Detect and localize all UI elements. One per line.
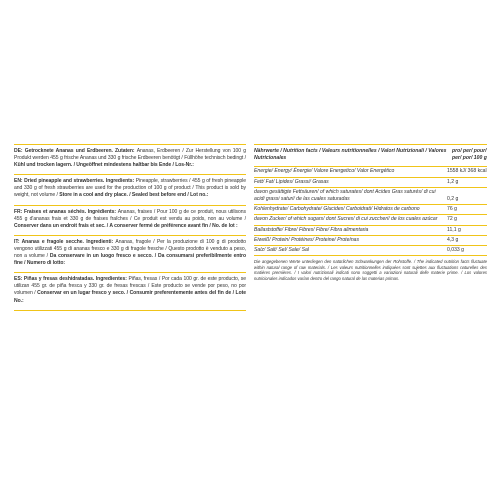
nutrition-header-title: Nährwerte / Nutrition facts / Valeurs nutritionnelles / Valori Nutrizionali / Valores Nutricionales bbox=[254, 148, 447, 162]
nutrition-label: davon Zucker/ of which sugars/ dont Sucres/ di cui zuccheri/ de los cuales azúcar bbox=[254, 216, 438, 223]
lang-text-it bbox=[14, 239, 246, 267]
lang-text-de bbox=[14, 148, 246, 169]
nutrition-label: Fett/ Fat/ Lipides/ Grassi/ Grasas bbox=[254, 178, 329, 185]
lang-fr-segment: Conserver dans un endroit frais et sec. / A conserver fermé de préférence avant fin / No. de lot : bbox=[14, 222, 238, 229]
lang-en-segment: Store in a cool and dry place. / Sealed best before end / Lot no.: bbox=[59, 192, 209, 199]
nutrition-row-fat bbox=[254, 178, 487, 188]
nutrition-label: Energie/ Energy/ Énergie/ Valore Energetico/ Valor Energético bbox=[254, 168, 395, 175]
lang-block-es bbox=[14, 273, 246, 310]
nutrition-label: davon gesättigte Fettsäuren/ of which saturates/ dont Acides Gras saturés/ di cui acidi grassi saturi/ de las cuales saturadas bbox=[254, 188, 436, 203]
nutrition-row-saturates bbox=[254, 188, 487, 205]
lang-it-segment: Ananas, fragole / Per la produzione di 100 g di prodotto vengono utilizzati 455 g di ananas fresco e 330 g di fragole fresche / Questo prodotto è venduto a peso, non a volume / bbox=[14, 238, 247, 260]
nutrition-value: 0,033 g bbox=[447, 247, 464, 254]
nutrition-label: Ballaststoffe/ Fibre/ Fibres/ Fibre/ Fibra alimentaria bbox=[254, 226, 369, 233]
nutrition-label: Salz/ Salt/ Sel/ Sale/ Sal bbox=[254, 247, 309, 254]
lang-en-segment: EN: Dried pineapple and strawberries. Ingredients: bbox=[14, 178, 136, 185]
lang-en-segment: Pineapple, strawberries / 455 g of fresh pineapple and 330 g of fresh strawberries are used for the production of 100 g of product / This product is sold by weight, not volume / bbox=[14, 178, 246, 199]
lang-fr-segment: Ananas, fraises / Pour 100 g de ce produit, nous utilisons 455 g d'ananas frais et 330 g de fraises fraîches / Ce produit est vendu au poids, non au volume / bbox=[14, 208, 246, 222]
nutrition-value: 1558 kJ/ 368 kcal bbox=[447, 168, 487, 175]
nutrition-row-energy bbox=[254, 167, 487, 177]
lang-de-segment: Ananas, Erdbeeren / Zur Herstellung von 100 g Produkt werden 455 g frische Ananas und 330 g frische Erdbeeren benötigt / Füllhöhe technisch bedingt / bbox=[14, 148, 246, 162]
nutrition-label: Eiweiß/ Protein/ Protéines/ Proteine/ Proteínas bbox=[254, 236, 360, 243]
lang-es-segment: Conservar en un lugar fresco y seco. / Consumir preferentemente antes del fin de / Lote No.: bbox=[14, 290, 246, 304]
lang-fr-segment: FR: Fraises et ananas séchés. Ingrédients: bbox=[14, 208, 118, 215]
nutrition-row-salt bbox=[254, 246, 487, 256]
nutrition-value: 72 g bbox=[447, 216, 457, 223]
lang-block-en bbox=[14, 175, 246, 205]
lang-block-it bbox=[14, 236, 246, 273]
nutrition-row-carbohydrate bbox=[254, 205, 487, 215]
nutrition-row-sugars bbox=[254, 215, 487, 225]
lang-block-fr bbox=[14, 206, 246, 236]
nutrition-value: 1,2 g bbox=[447, 178, 459, 185]
nutrition-value: 0,2 g bbox=[447, 196, 459, 203]
nutrition-footnote: Die angegebenen Werte unterliegen den natürlichen Schwankungen der Rohstoffe. / The indicated nutrition facts fluctuate within natural range of raw materials. / Les valeurs nutritionnelles indiquées sont sujettes aux fluctuations naturelles des matières premières. / I valori nutrizionali indicati sono soggetti a variazioni naturali delle materie prime. / Los valores nutricionales indicados varían dentro del rango natural de las materias primas. bbox=[254, 259, 487, 282]
lang-de-segment: Kühl und trocken lagern. / Ungeöffnet mindestens haltbar bis Ende / Los-Nr.: bbox=[14, 162, 194, 169]
nutrition-value: 11,1 g bbox=[447, 226, 461, 233]
lang-block-de bbox=[14, 144, 246, 175]
lang-text-es bbox=[14, 276, 246, 304]
nutrition-value: 4,3 g bbox=[447, 236, 459, 243]
nutrition-value: 76 g bbox=[447, 206, 457, 213]
nutrition-row-protein bbox=[254, 236, 487, 246]
nutrition-table bbox=[254, 144, 487, 282]
nutrition-header-per: pro/ per/ pour/ per/ por/ 100 g bbox=[451, 148, 487, 162]
lang-it-segment: IT: Ananas e fragole secche. Ingredienti: bbox=[14, 238, 116, 245]
nutrition-row-fibre bbox=[254, 226, 487, 236]
lang-es-segment: Piñas, fresas / Por cada 100 gr. de este producto, se utilizan 455 gr. de piña fresca y 330 gr. de fresas frescas / Este producto se vende por peso, no por volumen / bbox=[14, 276, 246, 297]
nutrition-header bbox=[254, 144, 487, 167]
ingredients-column bbox=[14, 144, 246, 311]
nutrition-label: Kohlenhydrate/ Carbohydrate/ Glucides/ Carboidrati/ Hidratos de carbono bbox=[254, 206, 420, 213]
lang-de-segment: DE: Getrocknete Ananas und Erdbeeren. Zutaten: bbox=[14, 148, 137, 154]
lang-es-segment: ES: Piñas y fresas deshidratadas. Ingredientes: bbox=[14, 276, 129, 283]
lang-text-en bbox=[14, 178, 246, 199]
lang-text-fr bbox=[14, 209, 246, 230]
lang-it-segment: Da conservare in un luogo fresco e secco. / Da consumarsi preferibilmente entro fine / Numero di lotto: bbox=[14, 253, 246, 267]
